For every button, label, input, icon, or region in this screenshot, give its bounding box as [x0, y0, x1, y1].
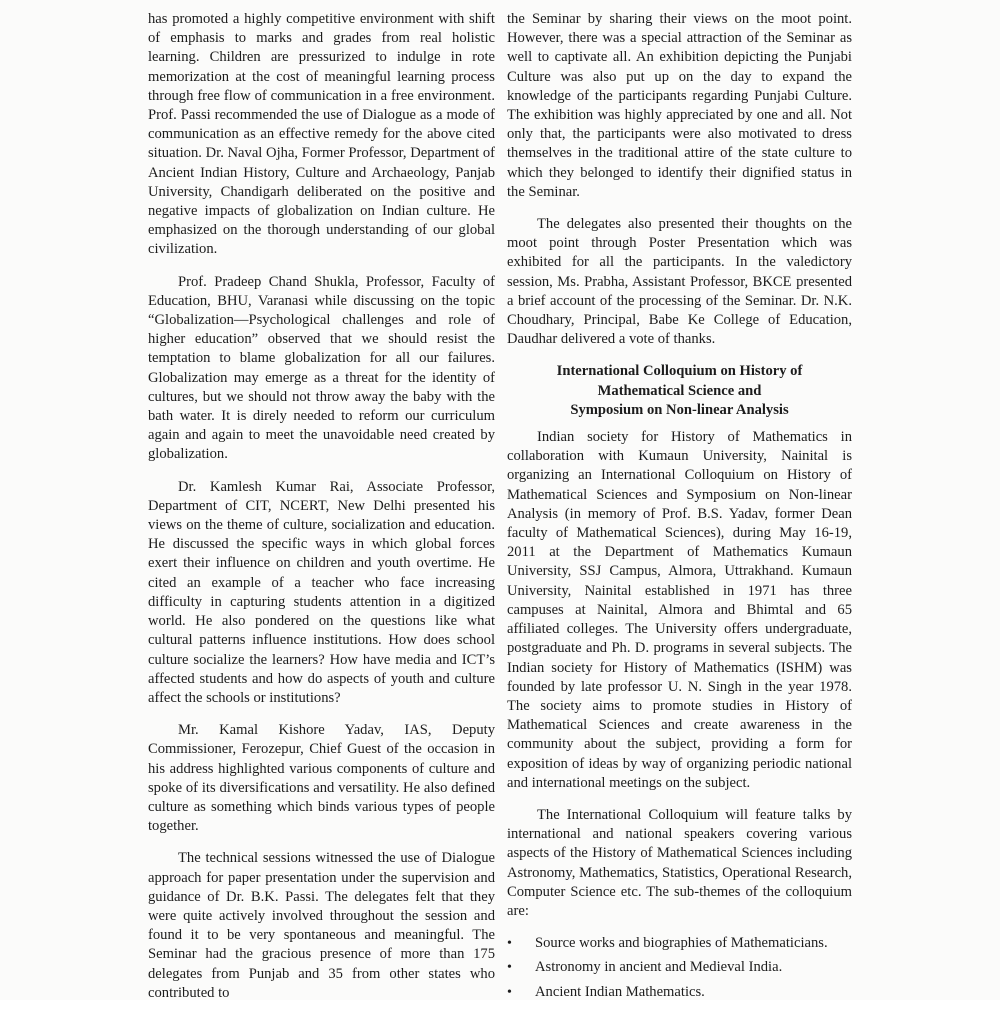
list-item-text: Source works and biographies of Mathematicians.: [535, 935, 828, 952]
body-paragraph: Indian society for History of Mathematics in collaboration with Kumaun University, Nainital is organizing an International Colloquium on History of Mathematical Sciences and Symposium on Non-linear Analysis (in memory of Prof. B.S. Yadav, former Dean faculty of Mathematical Sciences), during May 16-19, 2011 at the Department of Mathematics Kumaun University, SSJ Campus, Almora, Uttrakhand. Kumaun University, Nainital established in 1971 has three campuses at Nainital, Almora and Bhimtal and 65 affiliated colleges. The University offers undergraduate, postgraduate and Ph. D. programs in several subjects. The Indian society for History of Mathematics (ISHM) was founded by late professor U. N. Singh in the year 1978. The society aims to promote studies in History of Mathematical Sciences and create awareness in the community about the subject, providing a form for exposition of ideas by way of organizing periodic national and international meetings on the subject.: [507, 429, 852, 791]
body-paragraph: The International Colloquium will feature talks by international and national speakers covering various aspects of the History of Mathematical Sciences including Astronomy, Mathematics, Statistics, Operational Research, Computer Science etc. The sub-themes of the colloquium are:: [507, 806, 852, 919]
bullet-icon: •: [507, 960, 512, 976]
right-column: [507, 10, 852, 1007]
body-paragraph: Mr. Kamal Kishore Yadav, IAS, Deputy Commissioner, Ferozepur, Chief Guest of the occasion in his address highlighted various components of culture and spoke of its diversifications and versatility. He also defined culture as something which binds various types of people together.: [148, 722, 495, 835]
list-item: [507, 958, 852, 977]
subtheme-list: [507, 934, 852, 1002]
body-paragraph: The delegates also presented their thoughts on the moot point through Poster Presentation which was exhibited for all the participants. In the valedictory session, Ms. Prabha, Assistant Professor, BKCE presented a brief account of the processing of the Seminar. Dr. N.K. Choudhary, Principal, Babe Ke College of Education, Daudhar delivered a vote of thanks.: [507, 216, 852, 348]
left-column: [148, 10, 495, 1016]
list-item: [507, 934, 852, 953]
bullet-icon: •: [507, 936, 512, 952]
body-paragraph: Prof. Pradeep Chand Shukla, Professor, Faculty of Education, BHU, Varanasi while discussing on the topic “Globalization—Psychological challenges and role of higher education” observed that we should resist the temptation to blame globalization for all our failures. Globalization may emerge as a threat for the identity of cultures, but we should not throw away the baby with the bath water. It is direly needed to reform our curriculum again and again to meet the unavoidable need created by globalization.: [148, 273, 495, 463]
body-paragraph: has promoted a highly competitive environment with shift of emphasis to marks and grades from real holistic learning. Children are pressurized to indulge in rote memorization at the cost of meaningful learning process through free flow of communication in a free environment. Prof. Passi recommended the use of Dialogue as a mode of communication as an effective remedy for the above cited situation. Dr. Naval Ojha, Former Professor, Department of Ancient Indian History, Culture and Archaeology, Panjab University, Chandigarh deliberated on the positive and negative impacts of globalization on Indian culture. He emphasized on the thorough understanding of our global civilization.: [148, 11, 495, 258]
heading-line: Mathematical Science and: [597, 382, 762, 399]
body-paragraph: The technical sessions witnessed the use of Dialogue approach for paper presentation under the supervision and guidance of Dr. B.K. Passi. The delegates felt that they were quite actively involved throughout the session and found it to be very spontaneous and meaningful. The Seminar had the gracious presence of more than 175 delegates from Punjab and 35 from other states who contributed to: [148, 850, 495, 1001]
body-paragraph: Dr. Kamlesh Kumar Rai, Associate Professor, Department of CIT, NCERT, New Delhi presented his views on the theme of culture, socialization and education. He discussed the specific ways in which global forces exert their influence on children and youth overtime. He cited an example of a teacher who face increasing difficulty in capturing students attention in a digitized world. He also pondered on the questions like what cultural patterns influence institutions. How does school culture socialize the learners? How have media and ICT’s affected students and how do aspects of youth and culture affect the schools or institutions?: [148, 478, 495, 706]
heading-line: International Colloquium on History of: [556, 363, 803, 380]
list-item: [507, 983, 852, 1002]
bullet-icon: •: [507, 984, 512, 1000]
heading-line: Symposium on Non-linear Analysis: [570, 401, 789, 418]
list-item-text: Astronomy in ancient and Medieval India.: [535, 959, 783, 976]
list-item-text: Ancient Indian Mathematics.: [535, 983, 705, 1000]
section-heading: [507, 362, 852, 420]
body-paragraph: the Seminar by sharing their views on the moot point. However, there was a special attraction of the Seminar as well to captivate all. An exhibition depicting the Punjabi Culture was also put up on the day to expand the knowledge of the participants regarding Punjabi Culture. The exhibition was highly appreciated by one and all. Not only that, the participants were also motivated to dress themselves in the traditional attire of the state culture to which they belonged to identify their dignified status in the Seminar.: [507, 11, 852, 200]
